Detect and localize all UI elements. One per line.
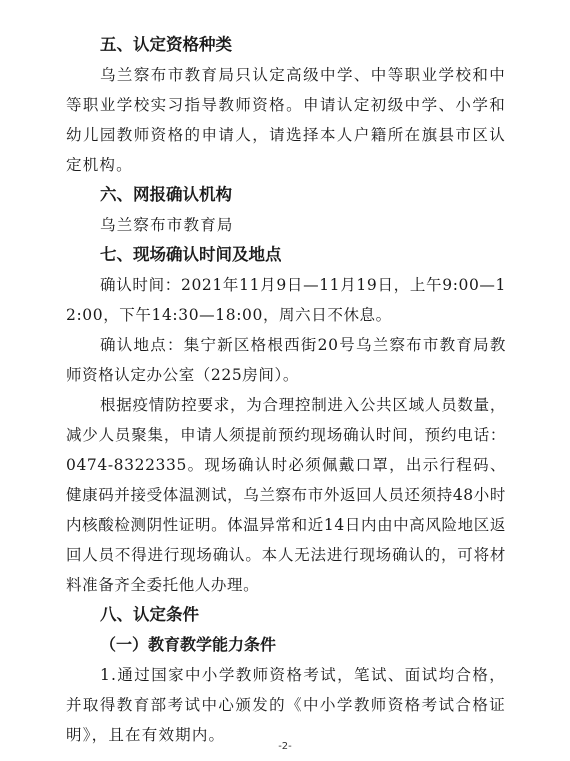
section-8-item-1: 1.通过国家中小学教师资格考试，笔试、面试均合格，并取得教育部考试中心颁发的《中小学教师资格考试合格证明》，且在有效期内。	[66, 666, 506, 744]
page-number: -2-	[278, 741, 292, 752]
section-8-subheading-1: （一）教育教学能力条件	[100, 635, 277, 654]
section-6-paragraph: 乌兰察布市教育局	[100, 216, 234, 234]
section-6-heading: 六、网报确认机构	[100, 185, 232, 204]
section-5-heading: 五、认定资格种类	[100, 35, 232, 54]
document-body	[66, 30, 506, 750]
section-8-heading: 八、认定条件	[100, 605, 199, 624]
section-5-paragraph: 乌兰察布市教育局只认定高级中学、中等职业学校和中等职业学校实习指导教师资格。申请认定初级中学、小学和幼儿园教师资格的申请人，请选择本人户籍所在旗县市区认定机构。	[66, 66, 506, 174]
section-7-heading: 七、现场确认时间及地点	[100, 245, 282, 264]
section-7-notice: 根据疫情防控要求，为合理控制进入公共区域人员数量，减少人员聚集，申请人须提前预约现场确认时间，预约电话：0474-8322335。现场确认时必须佩戴口罩，出示行程码、健康码并接受体温测试，乌兰察布市外返回人员还须持48小时内核酸检测阴性证明。体温异常和近14日内由中高风险地区返回人员不得进行现场确认。本人无法进行现场确认的，可将材料准备齐全委托他人办理。	[66, 396, 506, 594]
section-7-time: 确认时间：2021年11月9日—11月19日，上午9:00—12:00，下午14:30—18:00，周六日不休息。	[66, 276, 506, 324]
section-7-place: 确认地点：集宁新区格根西街20号乌兰察布市教育局教师资格认定办公室（225房间）。	[66, 336, 506, 384]
